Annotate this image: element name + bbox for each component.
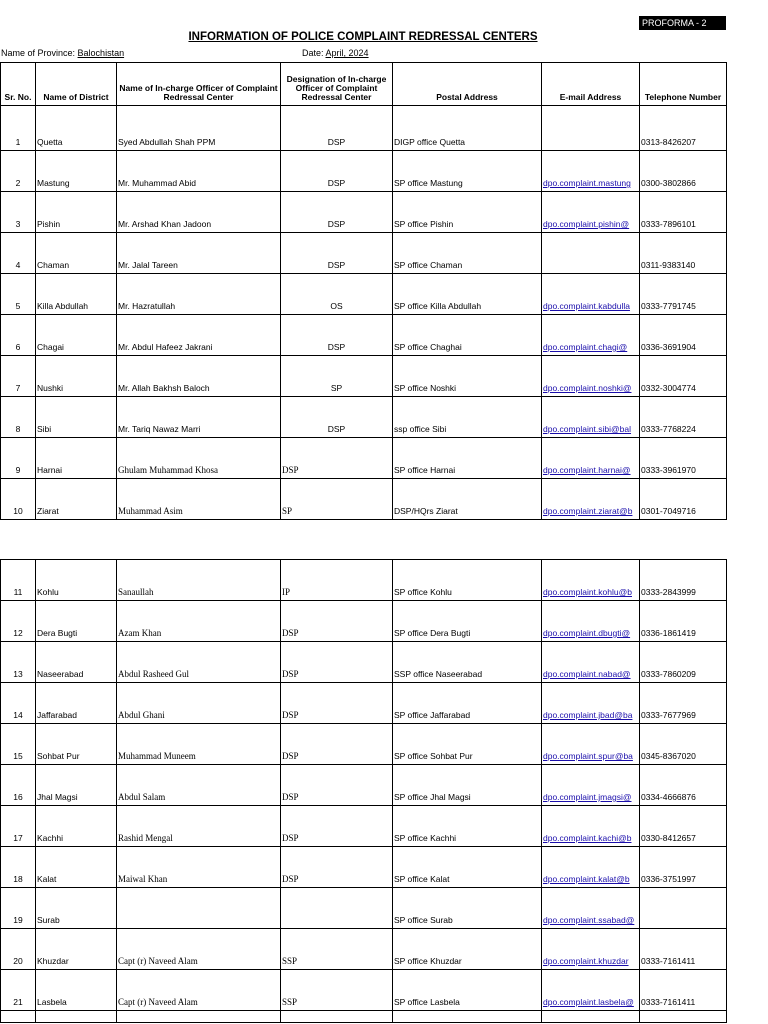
table-row xyxy=(1,970,727,1011)
header-district: Name of District xyxy=(36,63,117,106)
cell-district: Harnai xyxy=(36,438,117,479)
cell-sr-no: 9 xyxy=(1,438,36,479)
empty-cell xyxy=(36,1011,117,1023)
cell-sr-no: 3 xyxy=(1,192,36,233)
cell-sr-no: 12 xyxy=(1,601,36,642)
cell-district: Ziarat xyxy=(36,479,117,520)
cell-phone: 0334-4666876 xyxy=(640,765,727,806)
cell-sr-no: 13 xyxy=(1,642,36,683)
table-row xyxy=(1,601,727,642)
cell-phone: 0333-3961970 xyxy=(640,438,727,479)
cell-email[interactable]: dpo.complaint.ziarat@b xyxy=(542,479,640,520)
empty-cell xyxy=(117,1011,281,1023)
table-row xyxy=(1,929,727,970)
cell-email[interactable]: dpo.complaint.khuzdar xyxy=(542,929,640,970)
cell-designation: DSP xyxy=(281,683,393,724)
cell-officer: Mr. Arshad Khan Jadoon xyxy=(117,192,281,233)
cell-sr-no: 19 xyxy=(1,888,36,929)
table-row xyxy=(1,274,727,315)
table-row xyxy=(1,151,727,192)
cell-sr-no: 1 xyxy=(1,106,36,151)
cell-address: SSP office Naseerabad xyxy=(393,642,542,683)
table-header-row xyxy=(1,63,727,106)
cell-officer: Mr. Abdul Hafeez Jakrani xyxy=(117,315,281,356)
cell-phone: 0311-9383140 xyxy=(640,233,727,274)
table-row xyxy=(1,806,727,847)
province-field xyxy=(1,48,124,58)
cell-sr-no: 11 xyxy=(1,560,36,601)
cell-sr-no: 7 xyxy=(1,356,36,397)
cell-designation: OS xyxy=(281,274,393,315)
cell-officer: Sanaullah xyxy=(117,560,281,601)
cell-phone: 0333-7161411 xyxy=(640,970,727,1011)
cell-district: Naseerabad xyxy=(36,642,117,683)
table-row xyxy=(1,356,727,397)
empty-cell xyxy=(1,1011,36,1023)
date-label: Date: xyxy=(302,48,324,58)
cell-sr-no: 6 xyxy=(1,315,36,356)
cell-district: Pishin xyxy=(36,192,117,233)
cell-officer: Syed Abdullah Shah PPM xyxy=(117,106,281,151)
cell-address: ssp office Sibi xyxy=(393,397,542,438)
cell-phone: 0333-2843999 xyxy=(640,560,727,601)
cell-district: Quetta xyxy=(36,106,117,151)
cell-officer: Mr. Jalal Tareen xyxy=(117,233,281,274)
cell-designation: SP xyxy=(281,356,393,397)
complaint-centers-table-part1 xyxy=(0,62,727,520)
cell-district: Jhal Magsi xyxy=(36,765,117,806)
cell-designation: DSP xyxy=(281,806,393,847)
complaint-centers-table-part2 xyxy=(0,559,727,1023)
cell-email[interactable]: dpo.complaint.harnai@ xyxy=(542,438,640,479)
table-row xyxy=(1,642,727,683)
cell-address: SP office Jaffarabad xyxy=(393,683,542,724)
cell-district: Kalat xyxy=(36,847,117,888)
date-field xyxy=(302,48,369,58)
cell-designation: IP xyxy=(281,560,393,601)
cell-phone: 0345-8367020 xyxy=(640,724,727,765)
cell-designation: DSP xyxy=(281,315,393,356)
cell-officer: Capt (r) Naveed Alam xyxy=(117,929,281,970)
cell-address: SP office Jhal Magsi xyxy=(393,765,542,806)
cell-officer: Azam Khan xyxy=(117,601,281,642)
cell-officer: Abdul Ghani xyxy=(117,683,281,724)
cell-officer: Mr. Muhammad Abid xyxy=(117,151,281,192)
cell-address: SP office Dera Bugti xyxy=(393,601,542,642)
header-phone: Telephone Number xyxy=(640,63,727,106)
table-row xyxy=(1,233,727,274)
cell-email xyxy=(542,106,640,151)
cell-phone: 0333-7791745 xyxy=(640,274,727,315)
province-value: Balochistan xyxy=(77,48,125,58)
cell-sr-no: 16 xyxy=(1,765,36,806)
empty-cell xyxy=(393,1011,542,1023)
cell-designation: DSP xyxy=(281,642,393,683)
cell-sr-no: 17 xyxy=(1,806,36,847)
cell-officer: Muhammad Muneem xyxy=(117,724,281,765)
cell-phone: 0333-7768224 xyxy=(640,397,727,438)
cell-officer: Capt (r) Naveed Alam xyxy=(117,970,281,1011)
cell-district: Sibi xyxy=(36,397,117,438)
cell-address: SP office Chaghai xyxy=(393,315,542,356)
table-row xyxy=(1,479,727,520)
cell-email[interactable]: dpo.complaint.dbugti@ xyxy=(542,601,640,642)
cell-district: Chaman xyxy=(36,233,117,274)
table-row xyxy=(1,847,727,888)
cell-designation: DSP xyxy=(281,233,393,274)
cell-address: SP office Kalat xyxy=(393,847,542,888)
cell-address: SP office Mastung xyxy=(393,151,542,192)
header-email: E-mail Address xyxy=(542,63,640,106)
cell-sr-no: 21 xyxy=(1,970,36,1011)
cell-sr-no: 4 xyxy=(1,233,36,274)
cell-officer: Abdul Salam xyxy=(117,765,281,806)
table-row xyxy=(1,192,727,233)
cell-email[interactable]: dpo.complaint.lasbela@ xyxy=(542,970,640,1011)
cell-designation: SSP xyxy=(281,929,393,970)
cell-address: SP office Surab xyxy=(393,888,542,929)
cell-phone: 0330-8412657 xyxy=(640,806,727,847)
cell-designation: DSP xyxy=(281,151,393,192)
cell-sr-no: 15 xyxy=(1,724,36,765)
cell-designation: DSP xyxy=(281,601,393,642)
cell-email[interactable]: dpo.complaint.mastung xyxy=(542,151,640,192)
cell-district: Kachhi xyxy=(36,806,117,847)
cell-phone: 0336-1861419 xyxy=(640,601,727,642)
cell-district: Killa Abdullah xyxy=(36,274,117,315)
cell-sr-no: 14 xyxy=(1,683,36,724)
cell-email[interactable]: dpo.complaint.kabdulla xyxy=(542,274,640,315)
cell-phone xyxy=(640,888,727,929)
cell-sr-no: 8 xyxy=(1,397,36,438)
cell-address: SP office Kohlu xyxy=(393,560,542,601)
empty-cell xyxy=(542,1011,640,1023)
cell-email[interactable]: dpo.complaint.ssabad@ xyxy=(542,888,640,929)
cell-email[interactable]: dpo.complaint.kachi@b xyxy=(542,806,640,847)
cell-email[interactable]: dpo.complaint.spur@ba xyxy=(542,724,640,765)
cell-address: SP office Kachhi xyxy=(393,806,542,847)
cell-sr-no: 10 xyxy=(1,479,36,520)
cell-district: Lasbela xyxy=(36,970,117,1011)
cell-designation: DSP xyxy=(281,438,393,479)
table-row xyxy=(1,438,727,479)
cell-address: DIGP office Quetta xyxy=(393,106,542,151)
cell-phone: 0333-7161411 xyxy=(640,929,727,970)
table-row xyxy=(1,765,727,806)
cell-email[interactable]: dpo.complaint.noshki@ xyxy=(542,356,640,397)
table-row xyxy=(1,724,727,765)
cell-email[interactable]: dpo.complaint.jmagsi@ xyxy=(542,765,640,806)
cell-district: Nushki xyxy=(36,356,117,397)
cell-address: SP office Noshki xyxy=(393,356,542,397)
cell-officer: Mr. Hazratullah xyxy=(117,274,281,315)
cell-officer: Muhammad Asim xyxy=(117,479,281,520)
cell-designation: DSP xyxy=(281,397,393,438)
cell-phone: 0333-7677969 xyxy=(640,683,727,724)
cell-designation: DSP xyxy=(281,106,393,151)
cell-address: DSP/HQrs Ziarat xyxy=(393,479,542,520)
cell-address: SP office Killa Abdullah xyxy=(393,274,542,315)
cell-phone: 0300-3802866 xyxy=(640,151,727,192)
cell-address: SP office Sohbat Pur xyxy=(393,724,542,765)
cell-officer: Mr. Allah Bakhsh Baloch xyxy=(117,356,281,397)
cell-email[interactable]: dpo.complaint.sibi@bal xyxy=(542,397,640,438)
table-row xyxy=(1,106,727,151)
cell-email[interactable]: dpo.complaint.pishin@ xyxy=(542,192,640,233)
cell-sr-no: 2 xyxy=(1,151,36,192)
cell-address: SP office Harnai xyxy=(393,438,542,479)
cell-district: Chagai xyxy=(36,315,117,356)
cell-phone: 0313-8426207 xyxy=(640,106,727,151)
cell-designation: DSP xyxy=(281,765,393,806)
cell-sr-no: 18 xyxy=(1,847,36,888)
cell-sr-no: 5 xyxy=(1,274,36,315)
cell-district: Mastung xyxy=(36,151,117,192)
cell-address: SP office Pishin xyxy=(393,192,542,233)
cell-email xyxy=(542,233,640,274)
table-row xyxy=(1,888,727,929)
province-label: Name of Province: xyxy=(1,48,76,58)
cell-phone: 0332-3004774 xyxy=(640,356,727,397)
table-row xyxy=(1,683,727,724)
cell-email[interactable]: dpo.complaint.kohlu@b xyxy=(542,560,640,601)
cell-officer: Mr. Tariq Nawaz Marri xyxy=(117,397,281,438)
header-address: Postal Address xyxy=(393,63,542,106)
cell-email[interactable]: dpo.complaint.nabad@ xyxy=(542,642,640,683)
table-row xyxy=(1,397,727,438)
cell-designation: DSP xyxy=(281,192,393,233)
cell-phone: 0333-7860209 xyxy=(640,642,727,683)
page-title: INFORMATION OF POLICE COMPLAINT REDRESSAL CENTERS xyxy=(188,31,538,43)
cell-officer xyxy=(117,888,281,929)
cell-sr-no: 20 xyxy=(1,929,36,970)
cell-designation: SP xyxy=(281,479,393,520)
cell-email[interactable]: dpo.complaint.chagi@ xyxy=(542,315,640,356)
cell-designation: DSP xyxy=(281,847,393,888)
header-sr-no: Sr. No. xyxy=(1,63,36,106)
cell-email[interactable]: dpo.complaint.kalat@b xyxy=(542,847,640,888)
cell-district: Dera Bugti xyxy=(36,601,117,642)
cell-email[interactable]: dpo.complaint.jbad@ba xyxy=(542,683,640,724)
empty-cell xyxy=(640,1011,727,1023)
cell-district: Sohbat Pur xyxy=(36,724,117,765)
cell-designation: DSP xyxy=(281,724,393,765)
table-row-empty xyxy=(1,1011,727,1023)
cell-district: Khuzdar xyxy=(36,929,117,970)
cell-district: Kohlu xyxy=(36,560,117,601)
table-row xyxy=(1,315,727,356)
cell-officer: Ghulam Muhammad Khosa xyxy=(117,438,281,479)
cell-district: Surab xyxy=(36,888,117,929)
cell-designation xyxy=(281,888,393,929)
cell-phone: 0301-7049716 xyxy=(640,479,727,520)
cell-officer: Abdul Rasheed Gul xyxy=(117,642,281,683)
cell-phone: 0333-7896101 xyxy=(640,192,727,233)
proforma-badge: PROFORMA - 2 xyxy=(639,16,726,30)
cell-address: SP office Chaman xyxy=(393,233,542,274)
table-row xyxy=(1,560,727,601)
cell-address: SP office Lasbela xyxy=(393,970,542,1011)
cell-district: Jaffarabad xyxy=(36,683,117,724)
date-value: April, 2024 xyxy=(325,48,369,58)
cell-address: SP office Khuzdar xyxy=(393,929,542,970)
empty-cell xyxy=(281,1011,393,1023)
cell-phone: 0336-3751997 xyxy=(640,847,727,888)
cell-designation: SSP xyxy=(281,970,393,1011)
cell-officer: Maiwal Khan xyxy=(117,847,281,888)
header-designation: Designation of In-charge Officer of Complaint Redressal Center xyxy=(281,63,393,106)
cell-phone: 0336-3691904 xyxy=(640,315,727,356)
cell-officer: Rashid Mengal xyxy=(117,806,281,847)
header-officer: Name of In-charge Officer of Complaint Redressal Center xyxy=(117,63,281,106)
